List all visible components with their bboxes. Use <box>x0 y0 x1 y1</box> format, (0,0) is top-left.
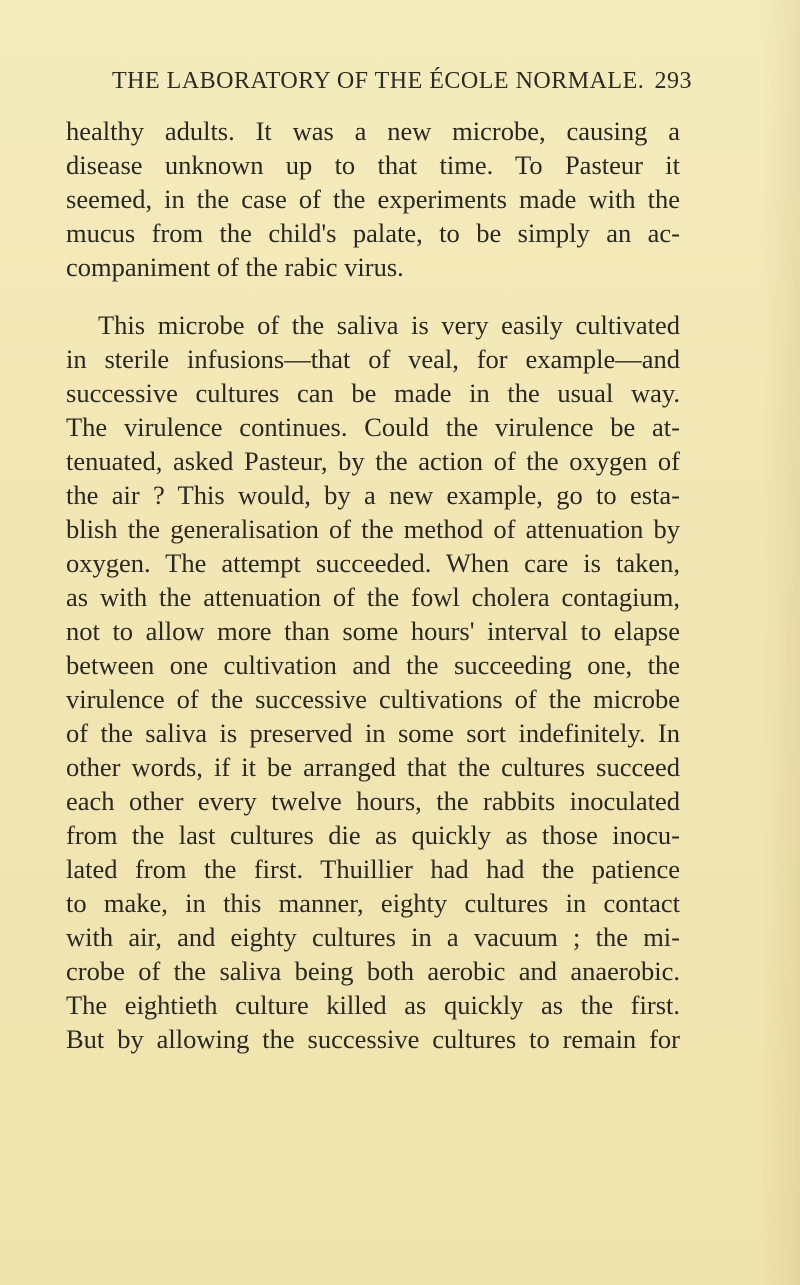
text-line: to make, in this manner, eighty cultures in contact <box>66 888 680 918</box>
text-line: with air, and eighty cultures in a vacuum ; the mi- <box>66 922 680 952</box>
text-line: each other every twelve hours, the rabbits inoculated <box>66 786 680 816</box>
text-line: The virulence continues. Could the virulence be at- <box>66 412 680 442</box>
text-line: from the last cultures die as quickly as those inocu- <box>66 820 680 850</box>
text-line: other words, if it be arranged that the cultures succeed <box>66 752 680 782</box>
text-line: lated from the first. Thuillier had had the patience <box>66 854 680 884</box>
text-line: seemed, in the case of the experiments made with the <box>66 184 680 214</box>
text-line: the air ? This would, by a new example, go to esta- <box>66 480 680 510</box>
text-line: blish the generalisation of the method of attenuation by <box>66 514 680 544</box>
page-number: 293 <box>654 68 692 94</box>
text-line: not to allow more than some hours' interval to elapse <box>66 616 680 646</box>
running-title: THE LABORATORY OF THE ÉCOLE NORMALE. <box>112 68 645 94</box>
text-line: healthy adults. It was a new microbe, causing a <box>66 116 680 146</box>
text-line: of the saliva is preserved in some sort indefinitely. In <box>66 718 680 748</box>
text-line: This microbe of the saliva is very easily cultivated <box>98 310 680 340</box>
running-header <box>112 68 692 95</box>
text-line: But by allowing the successive cultures to remain for <box>66 1024 680 1054</box>
text-line: The eightieth culture killed as quickly as the first. <box>66 990 680 1020</box>
text-line: mucus from the child's palate, to be simply an ac- <box>66 218 680 248</box>
text-line: oxygen. The attempt succeeded. When care is taken, <box>66 548 680 578</box>
text-line: crobe of the saliva being both aerobic and anaerobic. <box>66 956 680 986</box>
text-line: as with the attenuation of the fowl cholera contagium, <box>66 582 680 612</box>
text-line: successive cultures can be made in the usual way. <box>66 378 680 408</box>
text-line: virulence of the successive cultivations of the microbe <box>66 684 680 714</box>
text-line: disease unknown up to that time. To Pasteur it <box>66 150 680 180</box>
page-edge-shadow <box>760 0 800 1285</box>
text-line: between one cultivation and the succeeding one, the <box>66 650 680 680</box>
text-line: tenuated, asked Pasteur, by the action of the oxygen of <box>66 446 680 476</box>
text-line: in sterile infusions—that of veal, for example—and <box>66 344 680 374</box>
text-line: companiment of the rabic virus. <box>66 252 404 282</box>
